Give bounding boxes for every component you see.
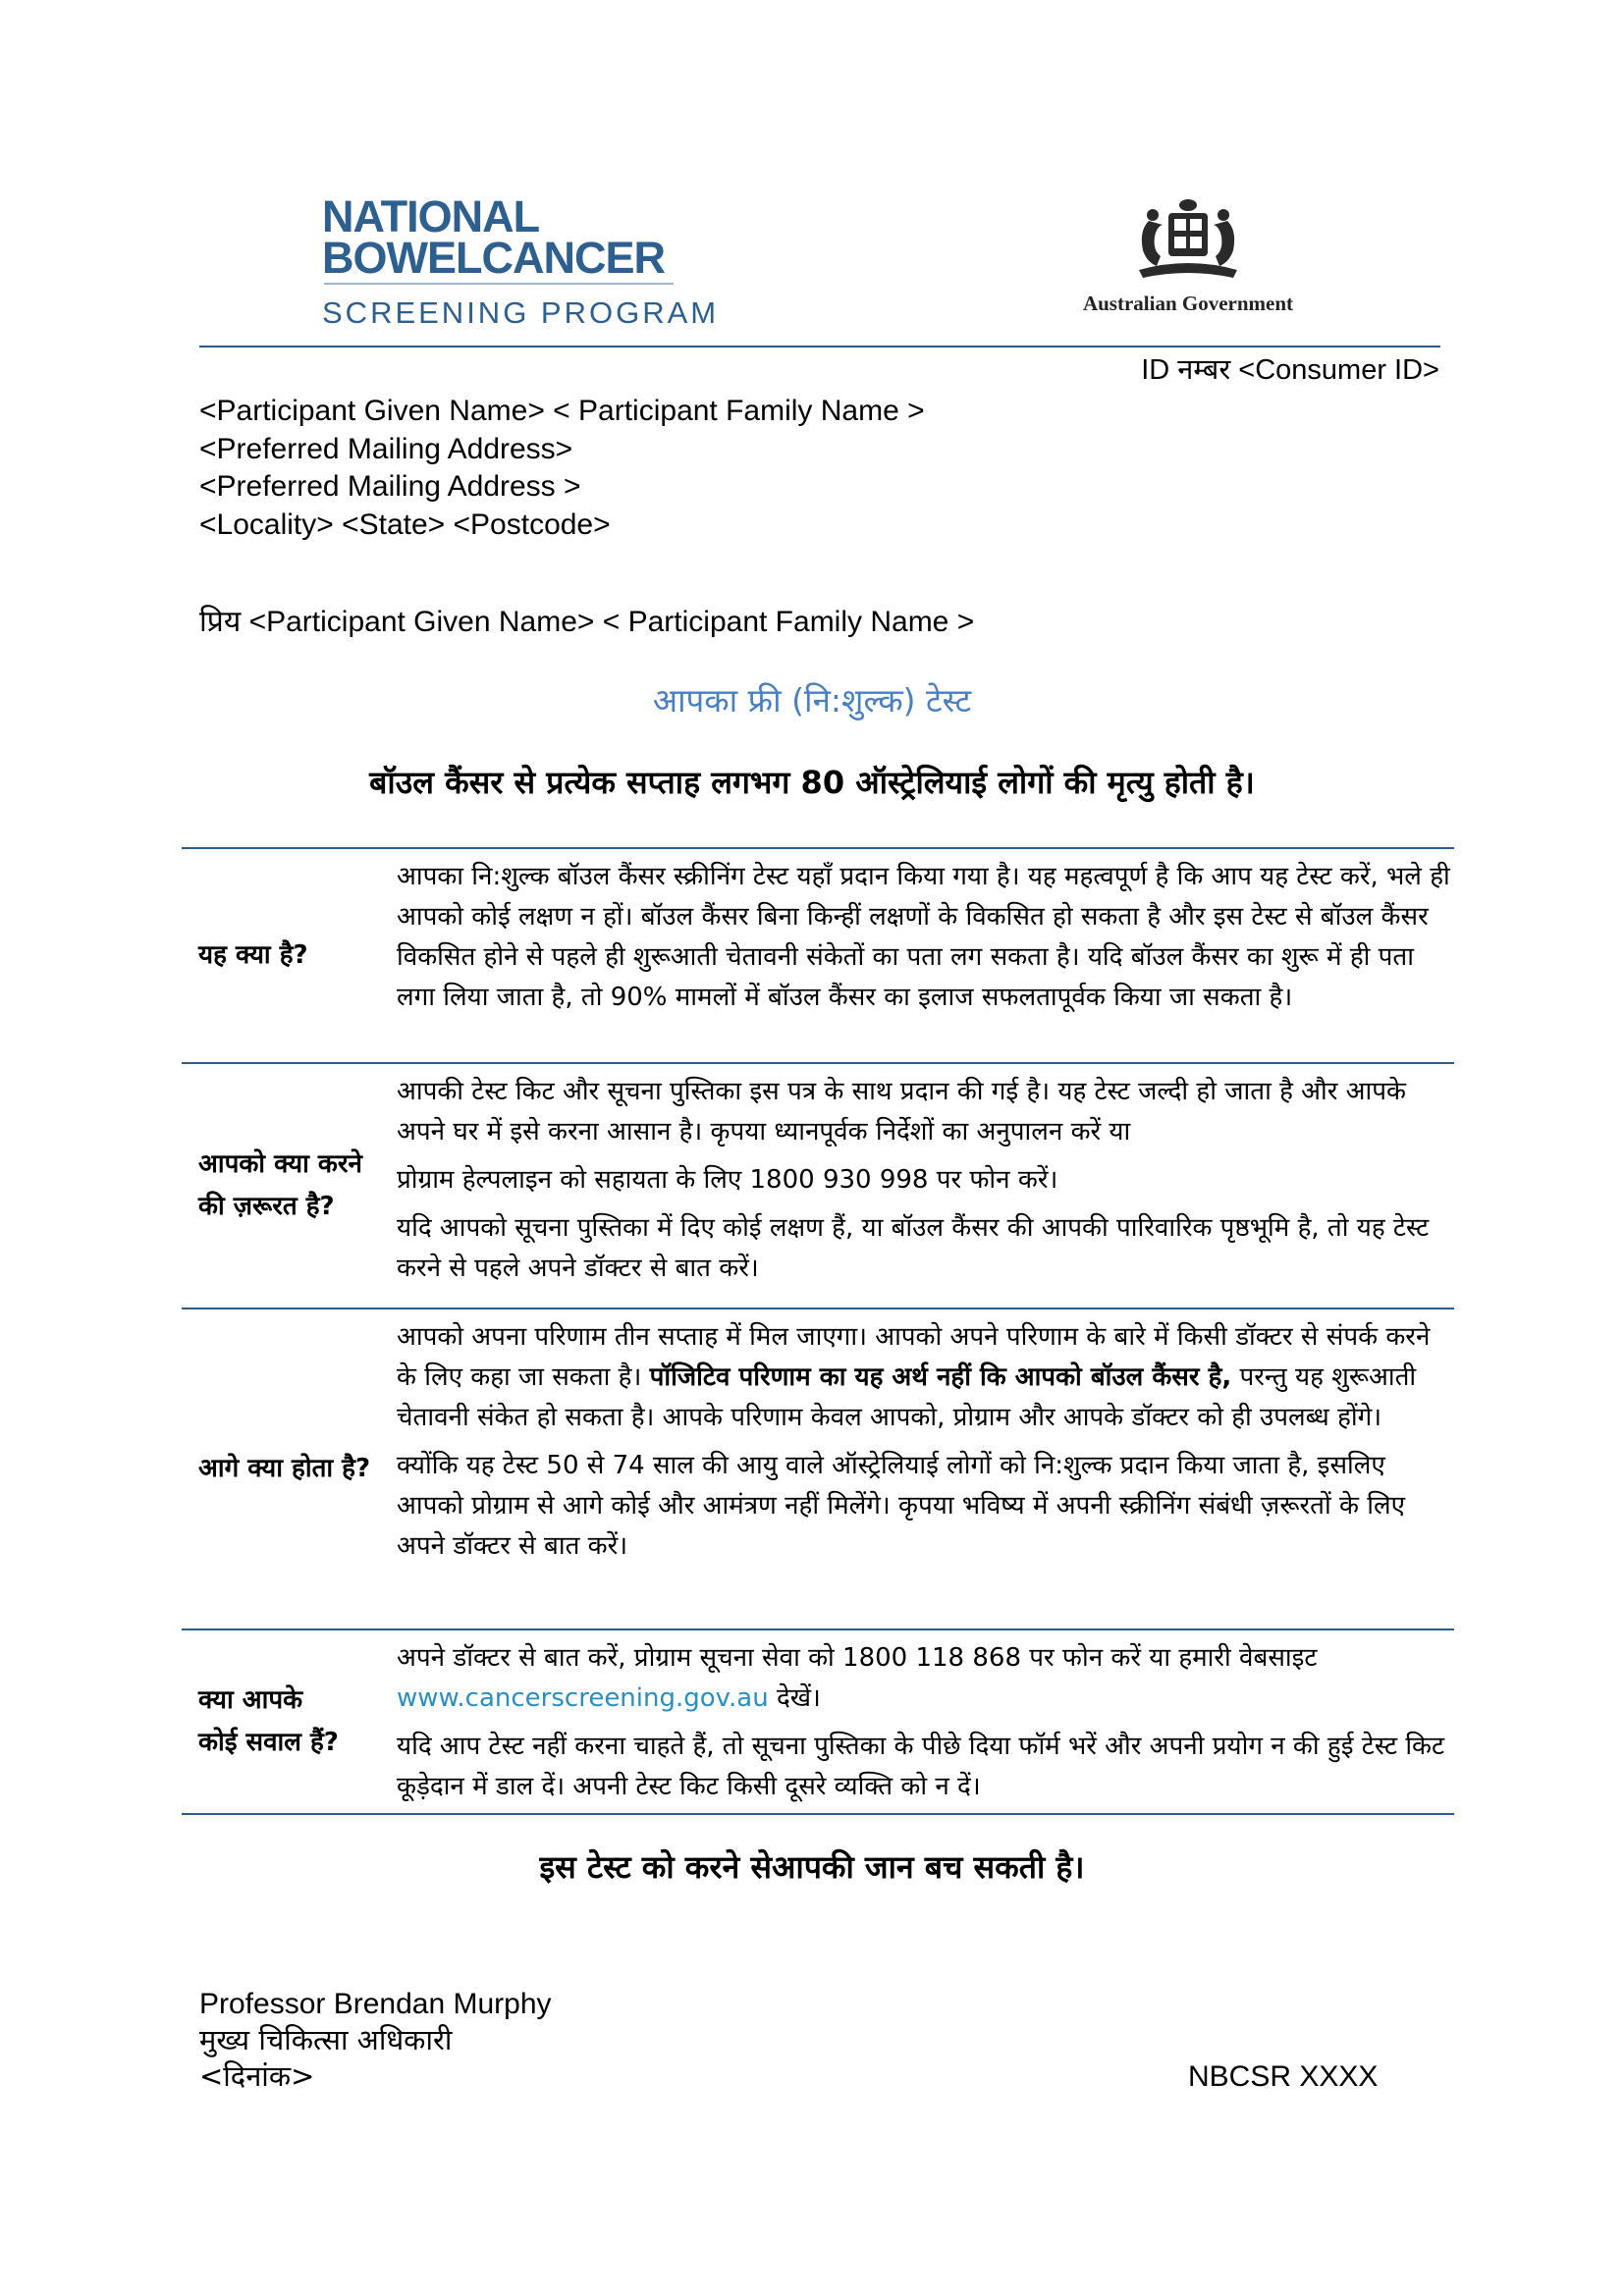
signature-block [199, 1986, 552, 2095]
bold-text: पॉजिटिव परिणाम का यह अर्थ नहीं कि आपको बॉउल कैंसर है, [649, 1362, 1232, 1392]
row-label: यह क्या है? [198, 940, 308, 970]
logo-rule [324, 283, 674, 285]
text: आपको अपना परिणाम तीन सप्ताह में मिल जाएगा। आपको अपने परिणाम के बारे में किसी डॉक्टर से संपर्क करने के लिए कहा जा सकता है। [397, 1322, 1431, 1392]
table-row-what-to-do [182, 1062, 1454, 1308]
government-name: Australian Government [1082, 292, 1294, 315]
greeting: प्रिय <Participant Given Name> < Participant Family Name > [199, 606, 975, 638]
text: देखें। [768, 1683, 821, 1713]
text: अपने डॉक्टर से बात करें, प्रोग्राम सूचना सेवा को 1800 118 868 पर फोन करें या हमारी वेबसाइट [397, 1643, 1318, 1673]
text: परन्तु यह शुरूआती चेतावनी संकेत हो सकता है। आपके परिणाम केवल आपको, प्रोग्राम और आपके डॉक्टर को ही उपलब्ध होंगे। [397, 1362, 1417, 1432]
paragraph: यदि आपको सूचना पुस्तिका में दिए कोई लक्षण हैं, या बॉउल कैंसर की आपकी पारिवारिक पृष्ठभूमि है, तो यह टेस्ट करने से पहले अपने डॉक्टर से बात करें। [397, 1213, 1430, 1283]
paragraph [397, 1317, 1454, 1438]
row-body [397, 1630, 1454, 1813]
table-row-questions [182, 1629, 1454, 1815]
address-line: <Participant Given Name> < Participant Family Name > [199, 395, 925, 427]
letter-date: <दिनांक> [199, 2059, 315, 2093]
paragraph: आपकी टेस्ट किट और सूचना पुस्तिका इस पत्र के साथ प्रदान की गई है। यह टेस्ट जल्दी हो जाता है और आपके अपने घर में इसे करना आसान है। कृपया ध्यानपूर्वक निर्देशों का अनुपालन करें या [397, 1077, 1406, 1147]
row-label: आगे क्या होता है? [198, 1454, 371, 1483]
signatory-role: मुख्य चिकित्सा अधिकारी [199, 2023, 453, 2056]
signatory-name: Professor Brendan Murphy [199, 1988, 552, 2020]
header-divider [199, 346, 1440, 347]
coat-of-arms-icon [1119, 191, 1257, 288]
paragraph [397, 1638, 1454, 1719]
table-row-what-is-it [182, 847, 1454, 1062]
info-table [182, 847, 1454, 1815]
paragraph: प्रोग्राम हेल्पलाइन को सहायता के लिए 1800 930 998 पर फोन करें। [397, 1165, 1058, 1195]
address-line: <Preferred Mailing Address> [199, 432, 573, 465]
table-row-what-next [182, 1308, 1454, 1629]
address-line: <Preferred Mailing Address > [199, 470, 581, 503]
consumer-id: ID नम्बर <Consumer ID> [1141, 354, 1439, 386]
letter-subtitle: बॉउल कैंसर से प्रत्येक सप्ताह लगभग 80 ऑस्ट्रेलियाई लोगों की मृत्यु होती है। [369, 764, 1255, 801]
logo-line-3: SCREENING PROGRAM [322, 295, 720, 330]
row-body [397, 849, 1454, 1062]
paragraph: आपका नि:शुल्क बॉउल कैंसर स्क्रीनिंग टेस्ट यहाँ प्रदान किया गया है। यह महत्वपूर्ण है कि आप यह टेस्ट करें, भले ही आपको कोई लक्षण न हों। बॉउल कैंसर बिना किन्हीं लक्षणों के विकसित हो सकता है और इस टेस्ट से बॉउल कैंसर विकसित होने से पहले ही शुरूआती चेतावनी संकेतों का पता लग सकता है। यदि बॉउल कैंसर का शुरू में ही पता लगा लिया जाता है, तो 90% मामलों में बॉउल कैंसर का इलाज सफलतापूर्वक किया जा सकता है। [397, 862, 1450, 1012]
row-body [397, 1309, 1454, 1629]
paragraph: क्योंकि यह टेस्ट 50 से 74 साल की आयु वाले ऑस्ट्रेलियाई लोगों को नि:शुल्क प्रदान किया जाता है, इसलिए आपको प्रोग्राम से आगे कोई और आमंत्रण नहीं मिलेंगे। कृपया भविष्य में अपनी स्क्रीनिंग संबंधी ज़रूरतों के लिए अपने डॉक्टर से बात करें। [397, 1451, 1405, 1561]
address-line: <Locality> <State> <Postcode> [199, 507, 611, 541]
logo-line-2: BOWELCANCER [322, 233, 665, 283]
logo-line-1: NATIONAL [322, 191, 540, 241]
nbcsp-logo [322, 191, 720, 330]
row-label: आपको क्या करने की ज़रूरत है? [198, 1149, 362, 1221]
reference-code: NBCSR XXXX [1188, 2060, 1379, 2093]
address-block [199, 393, 925, 544]
letter-title: आपका फ्री (नि:शुल्क) टेस्ट [652, 681, 972, 720]
row-label: क्या आपके कोई सवाल हैं? [198, 1685, 339, 1757]
row-body [397, 1064, 1454, 1308]
website-link[interactable]: www.cancerscreening.gov.au [397, 1683, 769, 1713]
paragraph: यदि आप टेस्ट नहीं करना चाहते हैं, तो सूचना पुस्तिका के पीछे दिया फॉर्म भरें और अपनी प्रयोग न की हुई टेस्ट किट कूड़ेदान में डाल दें। अपनी टेस्ट किट किसी दूसरे व्यक्ति को न दें। [397, 1732, 1445, 1801]
australian-government-logo [1060, 191, 1316, 316]
tagline: इस टेस्ट को करने सेआपकी जान बच सकती है। [539, 1848, 1085, 1886]
